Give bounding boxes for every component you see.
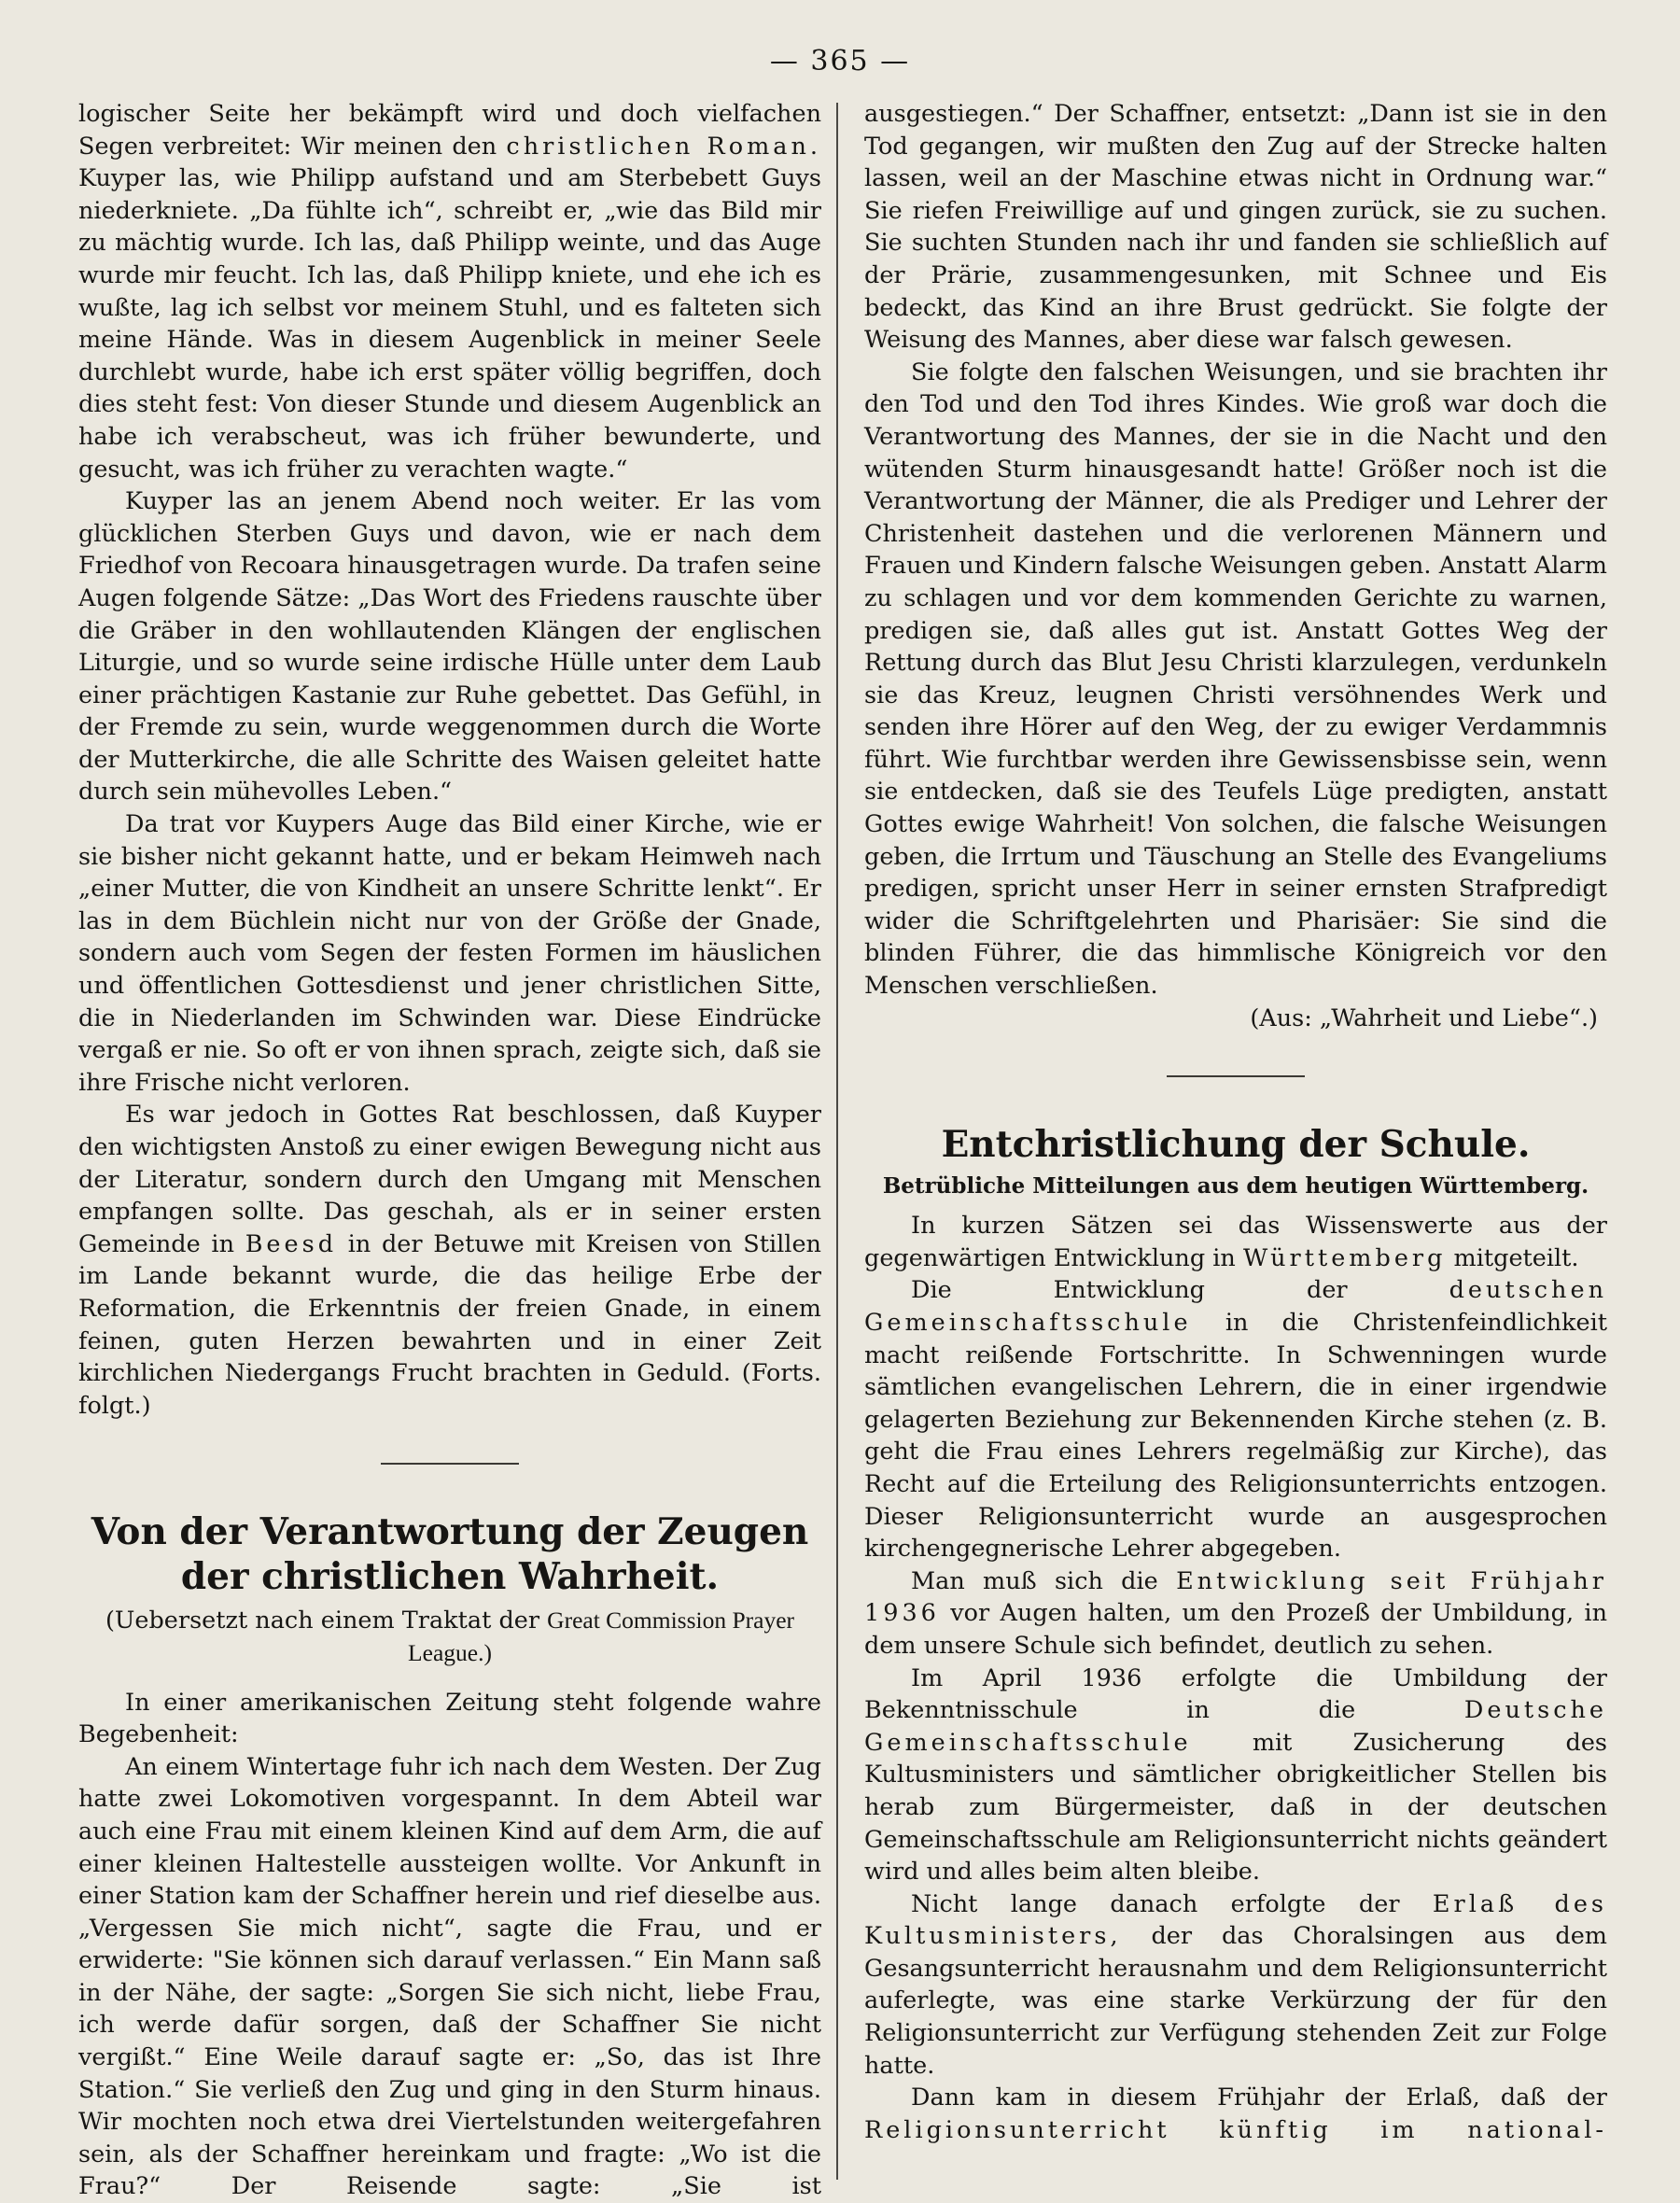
paragraph: Da trat vor Kuypers Auge das Bild einer Kirche, wie er sie bisher nicht gekannt hatte, und er bekam Heimweh nach „einer Mutter, die von Kindheit an unsere Schritte lenkt“. Er las in dem Büchlein nicht nur von der Größe der Gnade, sondern auch vom Segen der festen Formen im häuslichen und öffentlichen Gottesdienst und jener christlichen Sitte, die in Niederlanden im Schwinden war. Diese Eindrücke vergaß er nie. So oft er von ihnen sprach, zeigte sich, daß sie ihre Frische nicht verloren. [78, 810, 821, 1097]
emphasis: Beesd [245, 1229, 338, 1258]
column-divider [836, 103, 838, 2180]
paragraph: Sie folgte den falschen Weisungen, und sie brachten ihr den Tod und den Tod ihres Kindes. Wie groß war doch die Verantwortung des Mannes, der sie in die Nacht und den wütenden Sturm hinausgesandt hatte! Größer noch ist die Verantwortung der Männer, die als Prediger und Lehrer der Christenheit dastehen und die verlorenen Männern und Frauen und Kindern falsche Weisungen geben. Anstatt Alarm zu schlagen und vor dem kommenden Gerichte zu warnen, predigen sie, daß alles gut ist. Anstatt Gottes Weg der Rettung durch das Blut Jesu Christi klarzulegen, verdunkeln sie das Kreuz, leugnen Christi versöhnendes Werk und senden ihre Hörer auf den Weg, der zu ewiger Verdammnis führt. Wie furchtbar werden ihre Gewissensbisse sein, wenn sie entdecken, daß sie des Teufels Lüge predigten, anstatt Gottes ewige Wahrheit! Von solchen, die falsche Weisungen geben, die Irrtum und Täuschung an Stelle des Evangeliums predigen, spricht unser Herr in seiner ernsten Strafpredigt wider die Schriftgelehrten und Pharisäer: Sie sind die blinden Führer, die das himmlische Königreich vor den Menschen verschließen. [864, 358, 1607, 1001]
paragraph: Die Entwicklung der deutschen Gemeinschaftsschule in die Christenfeindlichkeit macht reißende Fortschritte. In Schwenningen wurde sämtlichen evangelischen Lehrern, die in einer irgendwie gelagerten Beziehung zur Bekennenden Kirche stehen (z. B. geht die Frau eines Lehrers regelmäßig zur Kirche), das Recht auf die Erteilung des Religionsunterrichts entzogen. Dieser Religionsunterricht wurde an ausgesprochen kirchengegnerische Lehrer abgegeben. [864, 1276, 1607, 1564]
paragraph: Nicht lange danach erfolgte der Erlaß des Kultusministers, der das Choralsingen aus dem Gesangsunterricht herausnahm und dem Religionsunterricht auferlegte, was eine starke Verkürzung der für den Religionsunterricht zur Verfügung stehenden Zeit zur Folge hatte. [864, 1889, 1607, 2080]
page-number: — 365 — [769, 45, 911, 77]
paragraph: Man muß sich die Entwicklung seit Frühjahr 1936 vor Augen halten, um den Prozeß der Umbildung, in dem unsere Schule sich befindet, deutlich zu sehen. [864, 1566, 1608, 1660]
source-note: (Aus: „Wahrheit und Liebe“.) [1250, 1003, 1598, 1032]
paragraph: In einer amerikanischen Zeitung steht folgende wahre Begebenheit: [78, 1688, 821, 1749]
emphasis: christlichen Roman. [506, 132, 821, 161]
article-kicker: Betrübliche Mitteilungen aus dem heutigen Württemberg. [882, 1173, 1589, 1200]
emphasis: Deutsche Gemeinschaftsschule [864, 1696, 1608, 1757]
emphasis: deutschen Gemeinschaftsschule [864, 1276, 1607, 1337]
right-column [864, 98, 1607, 2146]
section-divider [381, 1463, 519, 1465]
paragraph: Dann kam in diesem Frühjahr der Erlaß, daß der Religionsunterricht künftig im national- [864, 2084, 1607, 2144]
left-column [78, 98, 821, 2203]
article-subtitle: (Uebersetzt nach einem Traktat der Great Commission Prayer League.) [105, 1607, 795, 1666]
emphasis: Erlaß des Kultusministers, [864, 1889, 1607, 1951]
article-title: Entchristlichung der Schule. [941, 1123, 1531, 1167]
paragraph: Kuyper las an jenem Abend noch weiter. Er las vom glücklichen Sterben Guys und davon, wie er nach dem Friedhof von Recoara hinausgetragen wurde. Da trafen seine Augen folgende Sätze: „Das Wort des Friedens rauschte über die Gräber in den wohllautenden Klängen der englischen Liturgie, und so wurde seine irdische Hülle unter dem Laub einer prächtigen Kastanie zur Ruhe gebettet. Das Gefühl, in der Fremde zu sein, wurde weggenommen durch die Worte der Mutterkirche, die alle Schritte des Waisen geleitet hatte durch sein mühevolles Leben.“ [78, 487, 821, 807]
emphasis: Entwicklung seit Frühjahr 1936 [864, 1566, 1607, 1628]
paragraph: Es war jedoch in Gottes Rat beschlossen, daß Kuyper den wichtigsten Anstoß zu einer ewigen Bewegung nicht aus der Literatur, sondern durch den Umgang mit Menschen empfangen sollte. Das geschah, als er in seiner ersten Gemeinde in Beesd in der Betuwe mit Kreisen von Stillen im Lande bekannt wurde, die das heilige Erbe der Reformation, die Erkenntnis der freien Gnade, in einem feinen, guten Herzen bewahrten und in einer Zeit kirchlichen Niedergangs Frucht brachten in Geduld. (Forts. folgt.) [78, 1101, 821, 1420]
section-divider [1167, 1075, 1305, 1077]
paragraph: logischer Seite her bekämpft wird und doch vielfachen Segen verbreitet: Wir meinen den christlichen Roman. Kuyper las, wie Philipp aufstand und am Sterbebett Guys niederkniete. „Da fühlte ich“, schreibt er, „wie das Bild mir zu mächtig wurde. Ich las, daß Philipp weinte, und das Auge wurde mir feucht. Ich las, daß Philipp kniete, und ehe ich es wußte, lag ich selbst vor meinem Stuhl, und es falteten sich meine Hände. Was in diesem Augenblick in meiner Seele durchlebt wurde, habe ich erst später völlig begriffen, doch dies steht fest: Von dieser Stunde und diesem Augenblick an habe ich verabscheut, was ich früher bewunderte, und gesucht, was ich früher zu verachten wagte.“ [78, 100, 821, 484]
paragraph: Im April 1936 erfolgte die Umbildung der Bekenntnisschule in die Deutsche Gemeinschaftsschule mit Zusicherung des Kultusministers und sämtlicher obrigkeitlicher Stellen bis herab zum Bürgermeister, daß in der deutschen Gemeinschaftsschule am Religionsunterricht nichts geändert wird und alles beim alten bleibe. [864, 1663, 1608, 1887]
emphasis: Württemberg [1242, 1243, 1447, 1272]
paragraph: An einem Wintertage fuhr ich nach dem Westen. Der Zug hatte zwei Lokomotiven vorgespannt. In dem Abteil war auch eine Frau mit einem kleinen Kind auf dem Arm, die auf einer kleinen Haltestelle aussteigen wollte. Vor Ankunft in einer Station kam der Schaffner herein und rief dieselbe aus. „Vergessen Sie mich nicht“, sagte die Frau, und er erwiderte: "Sie können sich darauf verlassen.“ Ein Mann saß in der Nähe, der sagte: „Sorgen Sie sich nicht, liebe Frau, ich werde dafür sorgen, daß der Schaffner Sie nicht vergißt.“ Eine Weile darauf sagte er: „So, das ist Ihre Station.“ Sie verließ den Zug und ging in den Sturm hinaus. Wir mochten noch etwa drei Viertelstunden weitergefahren sein, als der Schaffner hereinkam und fragte: „Wo ist die Frau?“ Der Reisende sagte: „Sie ist [78, 1752, 821, 2201]
continuation-note: (Forts. folgt.) [78, 1359, 821, 1420]
emphasis: Religionsunterricht künftig im national- [864, 2115, 1607, 2144]
article-title: Von der Verantwortung der Zeugen der christlichen Wahrheit. [91, 1510, 809, 1599]
paragraph: In kurzen Sätzen sei das Wissenswerte aus der gegenwärtigen Entwicklung in Württemberg mitgeteilt. [864, 1212, 1607, 1272]
paragraph: ausgestiegen.“ Der Schaffner, entsetzt: „Dann ist sie in den Tod gegangen, wir mußten den Zug auf der Strecke halten lassen, weil an der Maschine etwas nicht in Ordnung war.“ Sie riefen Freiwillige auf und gingen zurück, sie zu suchen. Sie suchten Stunden nach ihr und fanden sie schließlich auf der Prärie, zusammengesunken, mit Schnee und Eis bedeckt, das Kind an ihre Brust gedrückt. Sie folgte der Weisung des Mannes, aber diese war falsch gewesen. [864, 100, 1607, 355]
